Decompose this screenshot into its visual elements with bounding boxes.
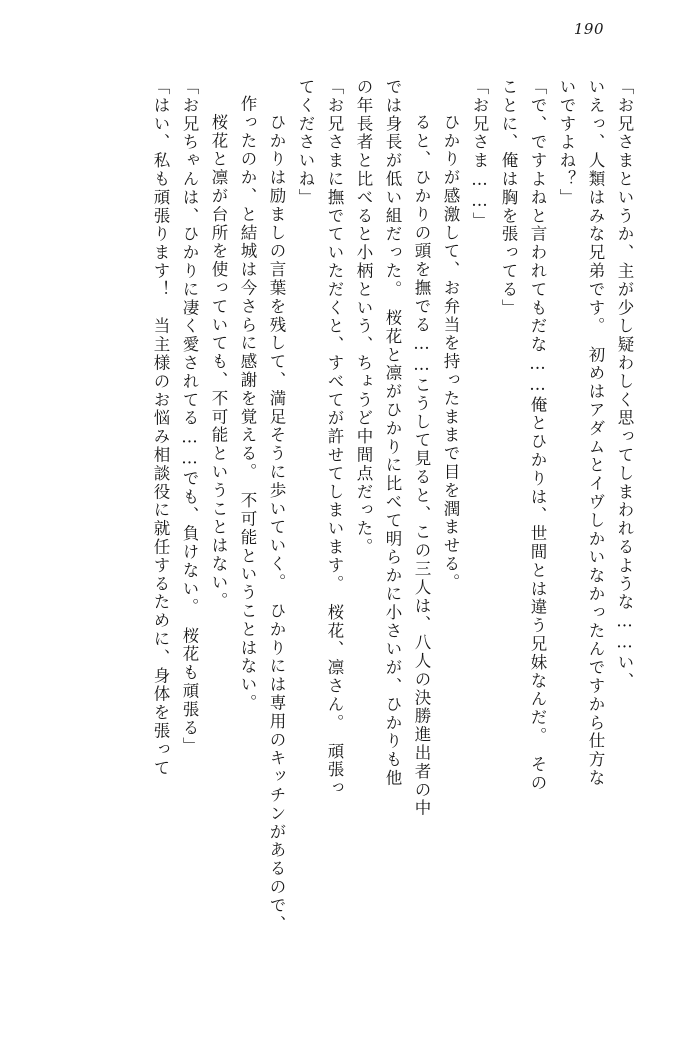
- text-line: いですよね？」: [557, 78, 576, 207]
- text-line: 「お兄さま……」: [470, 78, 489, 231]
- text-line: 桜花と凛が台所を使っていても、不可能ということはない。: [209, 95, 228, 611]
- text-line: ひかりが感激して、お弁当を持ったままで目を潤ませる。: [441, 95, 460, 592]
- text-line: ひかりは励ましの言葉を残して、満足そうに歩いていく。 ひかりには専用のキッチンがあるので、: [267, 95, 286, 934]
- text-line: 作ったのか、と結城は今さらに感謝を覚える。 不可能ということはない。: [238, 95, 257, 713]
- text-line: 「お兄さまに撫でていただくと、すべてが許せてしまいます。 桜花、凛さん。 頑張っ: [325, 78, 344, 798]
- text-line: 「お兄さまというか、主が少し疑わしく思ってしまわれるような……い、: [615, 78, 634, 691]
- text-line: 「で、ですよねと言われてもだな……俺とひかりは、世間とは違う兄妹なんだ。 その: [528, 78, 547, 793]
- text-line: 「はい、私も頑張ります！ 当主様のお悩み相談役に就任するために、身体を張って: [151, 78, 170, 778]
- text-line: の年長者と比べると小柄という、ちょうど中間点だった。: [354, 78, 373, 557]
- vertical-text-body: [44, 78, 632, 1008]
- text-line: では身長が低い組だった。 桜花と凛がひかりに比べて明らかに小さいが、ひかりも他: [383, 78, 402, 788]
- text-line: ると、ひかりの頭を撫でる……こうして見ると、この三人は、八人の決勝進出者の中: [412, 95, 431, 818]
- page-number: 190: [573, 20, 604, 38]
- text-line: てくださいね」: [296, 78, 315, 207]
- text-line: いえっ、人類はみな兄弟です。 初めはアダムとイヴしかいなかったんですから仕方な: [586, 78, 605, 788]
- text-line: ことに、俺は胸を張ってる」: [499, 78, 518, 318]
- text-line: 「お兄ちゃんは、ひかりに凄く愛されてる……でも、負けない。 桜花も頑張る」: [180, 78, 199, 756]
